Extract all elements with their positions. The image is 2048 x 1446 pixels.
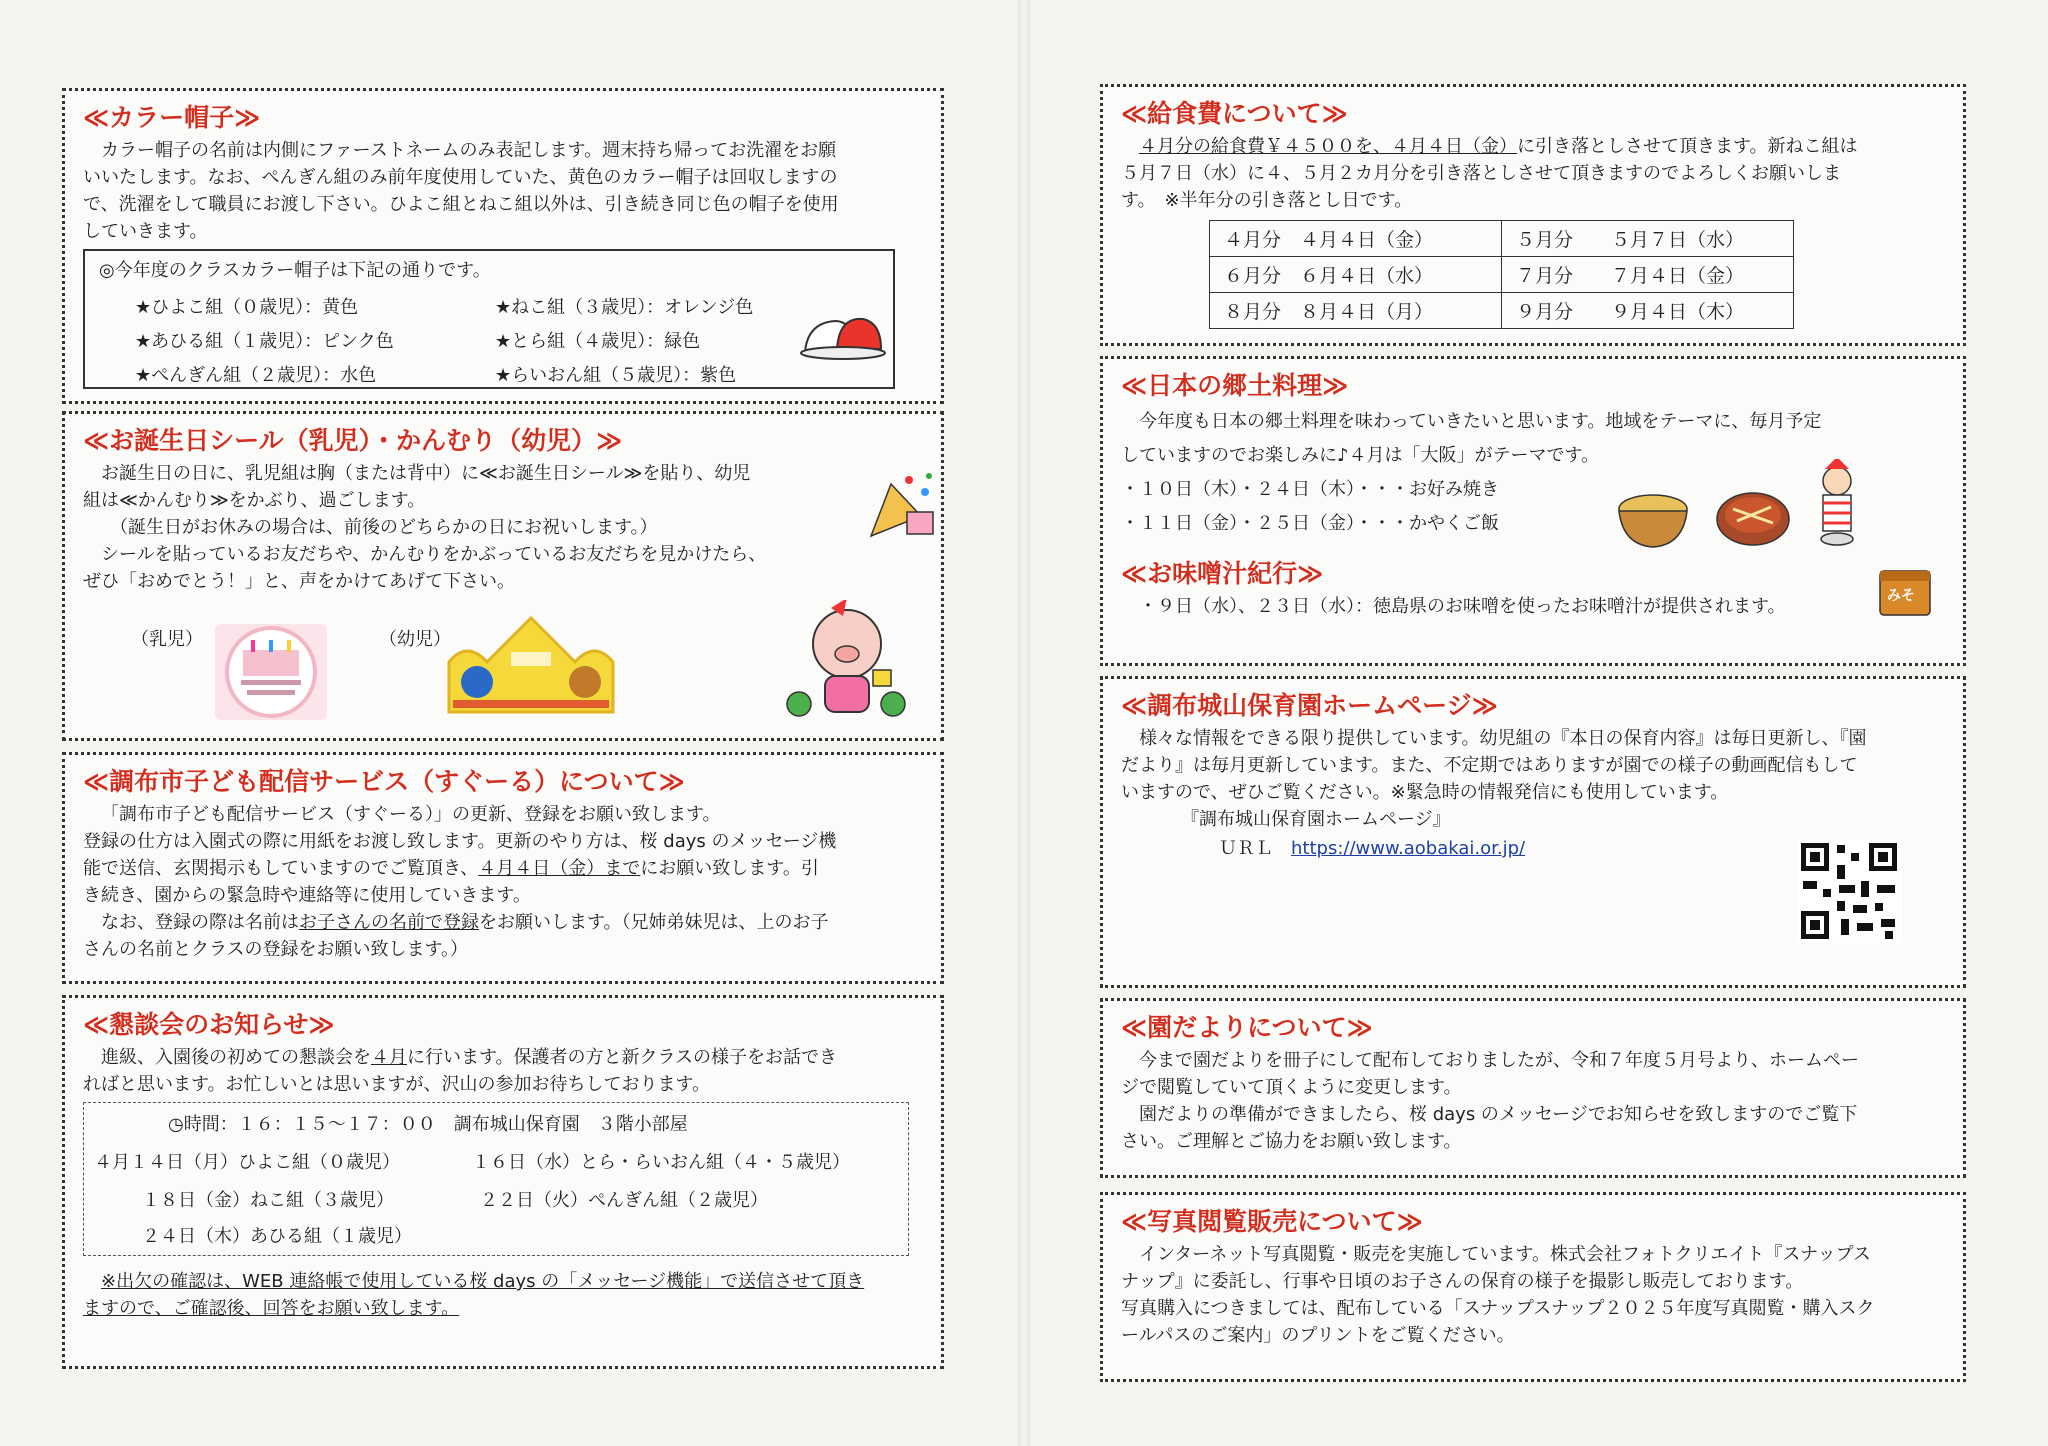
section-subtitle: ≪お味噌汁紀行≫	[1121, 559, 1324, 588]
deadline-text: ４月４日（金）まで	[478, 858, 641, 879]
paragraph: ぜひ「おめでとう！」と、声をかけてあげて下さい。	[83, 571, 515, 592]
list-item: ★ぺんぎん組（２歳児）：水色	[135, 365, 377, 386]
table-row	[1210, 221, 1794, 257]
text-run: にお願い致します。引	[640, 858, 819, 879]
homepage-link[interactable]: https://www.aobakai.or.jp/	[1291, 838, 1526, 859]
cap-list-left	[135, 291, 394, 393]
section-local-cuisine	[1100, 356, 1966, 666]
note: ※出欠の確認は、WEB 連絡帳で使用している桜 days の「メッセージ機能」で送信させて頂き	[101, 1271, 865, 1292]
table-cell: ８月分 ８月４日（月）	[1210, 293, 1502, 329]
paragraph: 登録の仕方は入園式の際に用紙をお渡し致します。更新のやり方は、桜 days のメッセージ機	[83, 831, 837, 852]
pig-character-icon	[781, 600, 921, 726]
kuidaore-doll-icon	[1805, 459, 1869, 549]
table-cell: ４月分 ４月４日（金）	[1210, 221, 1502, 257]
table-cell: ７月分 ７月４日（金）	[1502, 257, 1794, 293]
homepage-name: 『調布城山保育園ホームページ』	[1181, 809, 1451, 830]
paragraph: 「調布市子ども配信サービス（すぐーる）」の更新、登録をお願い致します。	[101, 804, 721, 825]
emphasis-text: お子さんの名前で登録	[299, 912, 479, 933]
emphasis-text: ４月	[371, 1047, 407, 1068]
page-fold	[1018, 0, 1030, 1446]
birthday-crown-image	[443, 612, 619, 722]
paragraph: 組は≪かんむり≫をかぶり、過ごします。	[83, 490, 426, 511]
table-cell: ５月分 ５月７日（水）	[1502, 221, 1794, 257]
paragraph: ールパスのご案内」のプリントをご覧ください。	[1121, 1325, 1515, 1346]
section-birthday	[62, 411, 944, 741]
section-color-cap	[62, 88, 944, 404]
paragraph: さい。ご理解とご協力をお願い致します。	[1121, 1131, 1462, 1152]
paragraph: 園だよりの準備ができましたら、桜 days のメッセージでお知らせを致しますのでご覧下	[1139, 1104, 1858, 1125]
cap-icon	[797, 309, 887, 369]
table-cell: ９月分 ９月４日（木）	[1502, 293, 1794, 329]
paragraph: ナップ』に委託し、行事や日頃のお子さんの保育の様子を撮影し販売しております。	[1121, 1271, 1804, 1292]
paragraph: ・９日（水）、２３日（水）：徳島県のお味噌を使ったお味噌汁が提供されます。	[1139, 596, 1786, 617]
party-popper-icon	[863, 466, 939, 542]
label-child: （幼児）	[379, 629, 451, 650]
paragraph	[83, 855, 923, 882]
birthday-sticker-image	[213, 622, 329, 722]
paragraph: 様々な情報をできる限り提供しています。幼児組の『本日の保育内容』は毎日更新し、『園	[1139, 728, 1867, 749]
paragraph: ジで閲覧していて頂くように変更します。	[1121, 1077, 1462, 1098]
section-title: ≪調布城山保育園ホームページ≫	[1121, 691, 1498, 720]
note: ますので、ご確認後、回答をお願い致します。	[83, 1298, 460, 1319]
clock-icon: ◷	[168, 1114, 184, 1135]
paragraph: （誕生日がお休みの場合は、前後のどちらかの日にお祝いします。）	[110, 517, 658, 538]
label-infant: （乳児）	[131, 629, 203, 650]
list-item: ★とら組（４歳児）：緑色	[495, 331, 701, 352]
paragraph: だより』は毎月更新しています。また、不定期ではありますが園での様子の動画配信もして	[1121, 755, 1858, 776]
section-title: ≪給食費について≫	[1121, 99, 1348, 128]
section-title: ≪園だよりについて≫	[1121, 1013, 1373, 1042]
section-title: ≪お誕生日シール（乳児）・かんむり（幼児）≫	[83, 426, 623, 455]
cap-color-list	[83, 249, 895, 389]
section-newsletter	[1100, 998, 1966, 1178]
section-suguru	[62, 752, 944, 984]
table-row	[1210, 257, 1794, 293]
paragraph: していますのでお楽しみに♪４月は「大阪」がテーマです。	[1121, 445, 1600, 466]
schedule-item: ２２日（火）ぺんぎん組（２歳児）	[480, 1190, 768, 1211]
section-meeting	[62, 995, 944, 1369]
okonomiyaki-icon	[1713, 479, 1793, 549]
paragraph: いいたします。なお、ぺんぎん組のみ前年度使用していた、黄色のカラー帽子は回収しますの	[83, 167, 838, 188]
paragraph: お誕生日の日に、乳児組は胸（または背中）に≪お誕生日シール≫を貼り、幼児	[101, 463, 751, 484]
text-run: をお願いします。（兄姉弟妹児は、上のお子	[479, 912, 829, 933]
paragraph: 今まで園だよりを冊子にして配布しておりましたが、令和７年度５月号より、ホームペー	[1139, 1050, 1859, 1071]
text-run: に行います。保護者の方と新クラスの様子をお話でき	[407, 1047, 838, 1068]
section-lunch-fee	[1100, 84, 1966, 346]
meeting-schedule	[83, 1102, 909, 1256]
list-item: ★あひる組（１歳児）：ピンク色	[135, 331, 394, 352]
table-cell: ６月分 ６月４日（水）	[1210, 257, 1502, 293]
url-label: ＵＲＬ	[1219, 838, 1273, 859]
payment-table	[1209, 220, 1794, 329]
paragraph: カラー帽子の名前は内側にファーストネームのみ表記します。週末持ち帰ってお洗濯をお願	[101, 140, 837, 161]
schedule-item: １８日（金）ねこ組（３歳児）	[142, 1190, 394, 1211]
section-title: ≪調布市子ども配信サービス（すぐーる）について≫	[83, 767, 685, 796]
paragraph	[83, 909, 923, 936]
emphasis-text: ４月分の給食費￥４５００を、４月４日（金）	[1139, 136, 1517, 157]
list-heading: ◎今年度のクラスカラー帽子は下記の通りです。	[99, 260, 491, 281]
paragraph: き続き、園からの緊急時や連絡等に使用していきます。	[83, 885, 531, 906]
section-homepage	[1100, 676, 1966, 988]
paragraph	[83, 1044, 923, 1071]
section-title: ≪懇談会のお知らせ≫	[83, 1010, 335, 1039]
paragraph: ればと思います。お忙しいとは思いますが、沢山の参加お待ちしております。	[83, 1074, 711, 1095]
text-run: に引き落としさせて頂きます。新ねこ組は	[1517, 136, 1858, 157]
list-item: ★ひよこ組（０歳児）：黄色	[135, 297, 359, 318]
schedule-item: １６日（水）とら・らいおん組（４・５歳児）	[472, 1152, 850, 1173]
section-title: ≪写真閲覧販売について≫	[1121, 1207, 1423, 1236]
schedule-item: ４月１４日（月）ひよこ組（０歳児）	[94, 1152, 400, 1173]
paragraph: 写真購入につきましては、配布している「スナップスナップ２０２５年度写真閲覧・購入スク	[1121, 1298, 1875, 1319]
text-run: 進級、入園後の初めての懇談会を	[101, 1047, 371, 1068]
qr-code-icon[interactable]	[1797, 839, 1901, 943]
rice-bowl-icon	[1613, 485, 1693, 551]
menu-item: ・１０日（木）・２４日（木）・・・お好み焼き	[1121, 479, 1499, 500]
paragraph: インターネット写真閲覧・販売を実施しています。株式会社フォトクリエイト『スナップス	[1139, 1244, 1871, 1265]
paragraph: していきます。	[83, 221, 208, 242]
menu-item: ・１１日（金）・２５日（金）・・・かやくご飯	[1121, 513, 1499, 534]
text-run: 能で送信、玄関掲示もしていますのでご覧頂き、	[83, 858, 479, 879]
paragraph: ５月７日（水）に４、５月２カ月分を引き落としさせて頂きますのでよろしくお願いしま	[1121, 163, 1841, 184]
cap-list-right	[495, 291, 753, 393]
section-title: ≪日本の郷土料理≫	[1121, 371, 1349, 400]
section-title: ≪カラー帽子≫	[83, 103, 261, 132]
paragraph: で、洗濯をして職員にお渡し下さい。ひよこ組とねこ組以外は、引き続き同じ色の帽子を使用	[83, 194, 839, 215]
meeting-time-text: 時間：１６：１５～１７：００ 調布城山保育園 ３階小部屋	[183, 1114, 688, 1135]
meeting-time	[168, 1111, 688, 1138]
section-photo-sales	[1100, 1192, 1966, 1382]
paragraph: いますので、ぜひご覧ください。※緊急時の情報発信にも使用しています。	[1121, 782, 1729, 803]
paragraph: さんの名前とクラスの登録をお願い致します。）	[83, 939, 469, 960]
text-run: なお、登録の際は名前は	[101, 912, 299, 933]
paragraph: 今年度も日本の郷土料理を味わっていきたいと思います。地域をテーマに、毎月予定	[1139, 411, 1822, 432]
paragraph: シールを貼っているお友だちや、かんむりをかぶっているお友だちを見かけたら、	[101, 544, 767, 565]
schedule-item: ２４日（木）あひる組（１歳児）	[142, 1226, 412, 1247]
table-row	[1210, 293, 1794, 329]
list-item: ★ねこ組（３歳児）：オレンジ色	[495, 297, 754, 318]
paragraph	[1121, 133, 1945, 160]
miso-label: みそ	[1887, 588, 1915, 604]
list-item: ★らいおん組（５歳児）：紫色	[495, 365, 737, 386]
paragraph: す。 ※半年分の引き落とし日です。	[1121, 190, 1413, 211]
